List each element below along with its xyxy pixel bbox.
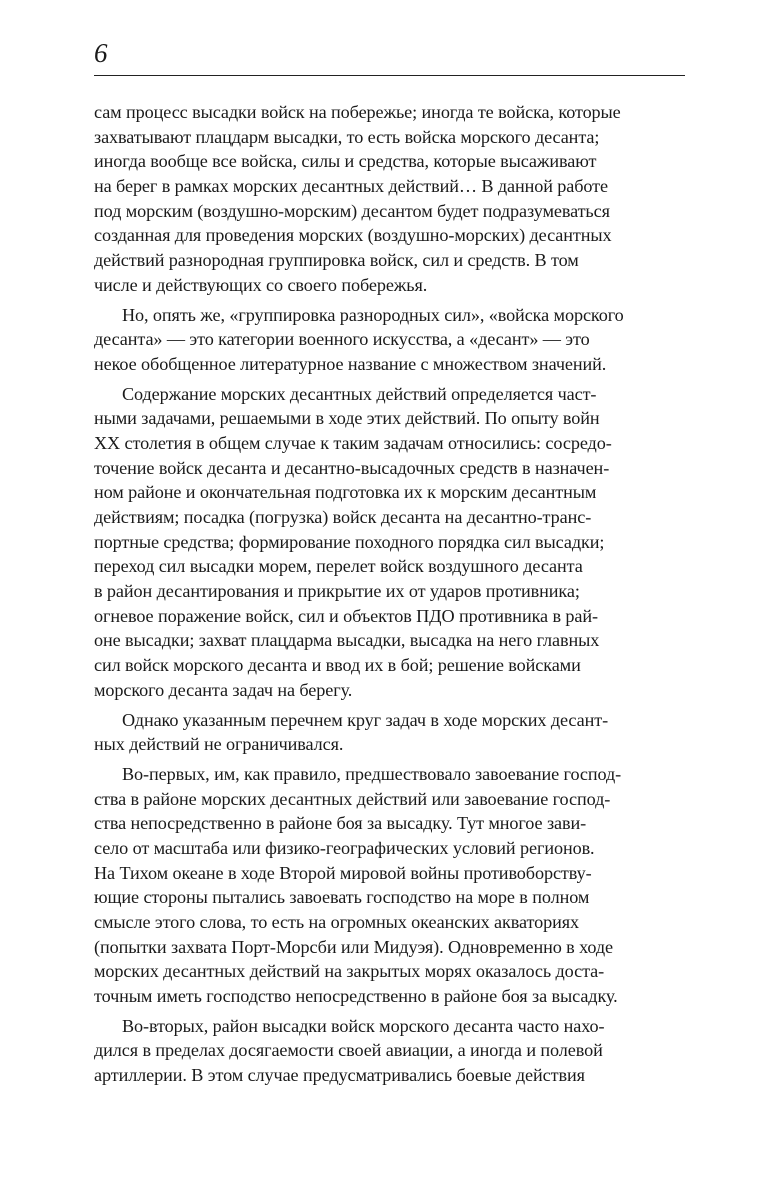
text-line: смысле этого слова, то есть на огромных океанских акваториях: [94, 912, 579, 932]
text-line: действий разнородная группировка войск, сил и средств. В том: [94, 250, 579, 271]
paragraph: [94, 382, 686, 703]
text-line: артиллерии. В этом случае предусматривались боевые действия: [94, 1065, 585, 1086]
text-line: На Тихом океане в ходе Второй мировой войны противоборству-: [94, 862, 592, 883]
paragraph: [94, 303, 686, 377]
text-line: на берег в рамках морских десантных действий… В данной работе: [94, 176, 609, 197]
text-line: (попытки захвата Порт-Морсби или Мидуэя). Одновременно в ходе: [94, 936, 613, 957]
text-line: точение войск десанта и десантно-высадочных средств в назначен-: [94, 457, 610, 478]
text-line: ства в районе морских десантных действий или завоевание господ-: [94, 788, 611, 809]
text-line: морского десанта задач на берегу.: [94, 679, 353, 700]
text-line: некое обобщенное литературное название с множеством значений.: [94, 353, 607, 374]
text-line: Во-вторых, район высадки войск морского десанта часто нахо-: [122, 1015, 605, 1036]
text-line: Однако указанным перечнем круг задач в ходе морских десант-: [122, 709, 609, 730]
text-line: ном районе и окончательная подготовка их к морским десантным: [94, 482, 597, 503]
text-line: морских десантных действий на закрытых морях оказалось доста-: [94, 961, 605, 982]
text-line: под морским (воздушно-морским) десантом будет подразумеваться: [94, 200, 610, 221]
text-line: в район десантирования и прикрытие их от ударов противника;: [94, 581, 580, 602]
text-line: Содержание морских десантных действий определяется част-: [122, 383, 597, 404]
text-line: XX столетия в общем случае к таким задачам относились: сосредо-: [94, 432, 612, 453]
body-text: [94, 100, 686, 1088]
paragraph: [94, 100, 686, 298]
text-line: ющие стороны пытались завоевать господство на море в полном: [94, 887, 590, 908]
header-rule: [94, 75, 685, 76]
text-line: портные средства; формирование походного порядка сил высадки;: [94, 531, 605, 552]
text-line: ными задачами, решаемыми в ходе этих действий. По опыту войн: [94, 408, 600, 429]
paragraph: [94, 708, 686, 757]
text-line: огневое поражение войск, сил и объектов ПДО противника в рай-: [94, 605, 598, 626]
paragraph: [94, 762, 686, 1009]
text-line: числе и действующих со своего побережья.: [94, 274, 428, 295]
text-line: захватывают плацдарм высадки, то есть войска морского десанта;: [94, 126, 600, 147]
text-line: Во-первых, им, как правило, предшествовало завоевание господ-: [122, 763, 622, 784]
text-line: созданная для проведения морских (воздушно-морских) десантных: [94, 225, 612, 246]
text-line: село от масштаба или физико-географических условий регионов.: [94, 837, 595, 858]
text-line: иногда вообще все войска, силы и средства, которые высаживают: [94, 151, 597, 172]
paragraph: [94, 1014, 686, 1088]
text-line: оне высадки; захват плацдарма высадки, высадка на него главных: [94, 630, 600, 651]
text-line: сам процесс высадки войск на побережье; иногда те войска, которые: [94, 102, 621, 122]
page-number: 6: [94, 38, 108, 68]
text-line: точным иметь господство непосредственно в районе боя за высадку.: [94, 986, 618, 1007]
text-line: дился в пределах досягаемости своей авиации, а иногда и полевой: [94, 1040, 603, 1061]
text-line: переход сил высадки морем, перелет войск воздушного десанта: [94, 556, 583, 577]
text-line: действиям; посадка (погрузка) войск десанта на десантно-транс-: [94, 507, 592, 527]
text-line: Но, опять же, «группировка разнородных сил», «войска морского: [122, 304, 624, 325]
text-line: десанта» — это категории военного искусства, а «десант» — это: [94, 329, 590, 350]
text-line: сил войск морского десанта и ввод их в бой; решение войсками: [94, 655, 581, 676]
text-line: ства непосредственно в районе боя за высадку. Тут многое зави-: [94, 813, 587, 834]
text-line: ных действий не ограничивался.: [94, 734, 344, 755]
